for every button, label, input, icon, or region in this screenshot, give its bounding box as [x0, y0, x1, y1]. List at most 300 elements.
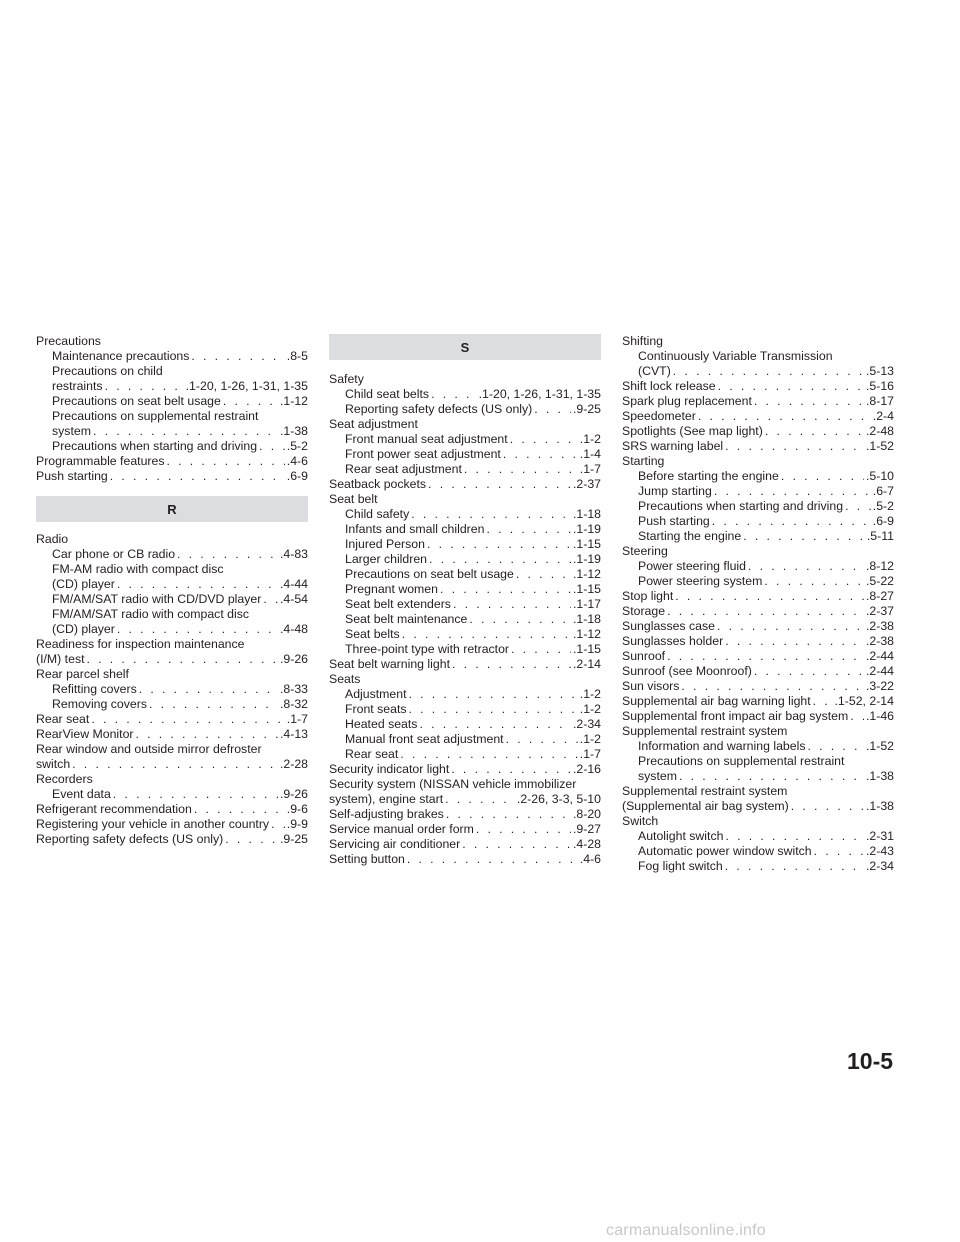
dot-leader: [453, 597, 571, 612]
index-term: Spark plug replacement: [622, 394, 752, 408]
index-entry: [36, 469, 308, 484]
page-reference: .2-16: [572, 762, 601, 776]
dot-leader: [510, 432, 578, 447]
dot-leader: [486, 522, 571, 537]
page-reference: .3-22: [865, 679, 894, 693]
index-term: Three-point type with retractor: [345, 642, 510, 656]
index-entry: [622, 589, 894, 604]
dot-leader: [667, 649, 864, 664]
index-term: Car phone or CB radio: [52, 547, 176, 561]
index-column-2: [329, 334, 601, 867]
section-header: R: [36, 496, 308, 522]
index-term: RearView Monitor: [36, 727, 134, 741]
page-reference: .2-26, 3-3, 5-10: [516, 792, 601, 806]
dot-leader: [194, 802, 285, 817]
dot-leader: [451, 762, 571, 777]
dot-leader: [516, 567, 571, 582]
index-entry: [329, 522, 601, 537]
index-entry: [36, 817, 308, 832]
dot-leader: [754, 394, 864, 409]
index-term: Rear seat: [36, 712, 90, 726]
index-entry: [329, 762, 601, 777]
index-term: Security system (NISSAN vehicle immobilizer: [329, 777, 577, 791]
index-entry: [329, 387, 601, 402]
page-reference: .2-34: [865, 859, 894, 873]
page-reference: .1-19: [572, 522, 601, 536]
index-entry: [622, 814, 894, 829]
dot-leader: [431, 387, 477, 402]
index-term: Recorders: [36, 772, 93, 786]
index-entry: [329, 402, 601, 417]
index-entry: [622, 829, 894, 844]
index-term: Supplemental air bag warning light: [622, 694, 811, 708]
index-term: Sun visors: [622, 679, 680, 693]
index-term: Programmable features: [36, 454, 165, 468]
dot-leader: [464, 462, 578, 477]
dot-leader: [191, 349, 284, 364]
index-entry: [36, 652, 308, 667]
page-reference: .6-7: [872, 484, 894, 498]
index-term: Child safety: [345, 507, 410, 521]
index-entry: [36, 394, 308, 409]
index-term: Maintenance precautions: [52, 349, 190, 363]
dot-leader: [419, 717, 571, 732]
page-reference: .1-46: [865, 709, 894, 723]
index-term: Reporting safety defects (US only): [36, 832, 224, 846]
watermark: carmanualsonline.info: [606, 1222, 766, 1239]
index-term: Starting the engine: [638, 529, 742, 543]
index-entry: [36, 772, 308, 787]
dot-leader: [428, 477, 571, 492]
index-entry: [329, 642, 601, 657]
index-term: Precautions: [36, 334, 101, 348]
index-entry: [36, 682, 308, 697]
index-term: (CD) player: [52, 622, 115, 636]
dot-leader: [409, 687, 578, 702]
index-entry: [622, 739, 894, 754]
index-term: Adjustment: [345, 687, 407, 701]
page-reference: .1-2: [579, 732, 601, 746]
index-term: Stop light: [622, 589, 674, 603]
index-term: Storage: [622, 604, 666, 618]
index-term: Child seat belts: [345, 387, 430, 401]
index-entry: [622, 424, 894, 439]
index-entry: [36, 547, 308, 562]
dot-leader: [675, 589, 864, 604]
page-reference: .4-48: [279, 622, 308, 636]
dot-leader: [511, 642, 571, 657]
index-entry: [622, 514, 894, 529]
page-reference: .4-54: [279, 592, 308, 606]
index-term: Speedometer: [622, 409, 696, 423]
index-term: Injured Person: [345, 537, 425, 551]
index-entry: [329, 747, 601, 762]
index-entry: [36, 334, 308, 349]
index-term: Seat belt maintenance: [345, 612, 468, 626]
dot-leader: [446, 807, 571, 822]
index-entry: [622, 499, 894, 514]
page-reference: .1-4: [579, 447, 601, 461]
index-term: Jump starting: [638, 484, 712, 498]
index-entry: [329, 627, 601, 642]
dot-leader: [781, 469, 864, 484]
page-reference: .5-2: [872, 499, 894, 513]
index-term: Sunglasses holder: [622, 634, 724, 648]
dot-leader: [476, 822, 571, 837]
page-reference: .2-43: [865, 844, 894, 858]
dot-leader: [845, 499, 871, 514]
index-entry: [329, 567, 601, 582]
index-term: Supplemental front impact air bag system: [622, 709, 849, 723]
index-entry: [36, 454, 308, 469]
page-reference: .2-31: [865, 829, 894, 843]
index-term: Precautions on seat belt usage: [52, 394, 221, 408]
page-reference: .8-27: [865, 589, 894, 603]
dot-leader: [764, 574, 864, 589]
page-reference: .4-83: [279, 547, 308, 561]
page-reference: .8-17: [865, 394, 894, 408]
page-reference: .8-32: [279, 697, 308, 711]
dot-leader: [429, 552, 571, 567]
page-reference: .2-28: [279, 757, 308, 771]
page-reference: .4-6: [579, 852, 601, 866]
index-entry: [36, 364, 308, 379]
dot-leader: [139, 682, 278, 697]
page-reference: .1-7: [579, 462, 601, 476]
index-entry: [622, 364, 894, 379]
index-entry: [36, 562, 308, 577]
page-reference: .1-38: [865, 799, 894, 813]
dot-leader: [462, 837, 571, 852]
index-entry: [329, 372, 601, 387]
page-reference: .4-13: [279, 727, 308, 741]
index-entry: [329, 777, 601, 792]
index-entry: [36, 532, 308, 547]
page-reference: .1-52: [865, 439, 894, 453]
page-reference: .1-12: [572, 567, 601, 581]
index-entry: [622, 439, 894, 454]
dot-leader: [506, 732, 578, 747]
index-entry: [329, 852, 601, 867]
dot-leader: [105, 379, 184, 394]
page-reference: .1-7: [579, 747, 601, 761]
page-reference: .1-20, 1-26, 1-31, 1-35: [478, 387, 601, 401]
page-reference: .1-2: [579, 432, 601, 446]
index-entry: [622, 469, 894, 484]
index-term: Front seats: [345, 702, 407, 716]
index-term: FM/AM/SAT radio with compact disc: [52, 607, 250, 621]
page-reference: .9-9: [286, 817, 308, 831]
dot-leader: [225, 832, 278, 847]
index-term: Supplemental restraint system: [622, 784, 788, 798]
dot-leader: [93, 424, 278, 439]
dot-leader: [407, 852, 578, 867]
index-entry: [36, 757, 308, 772]
index-entry: [622, 409, 894, 424]
index-entry: [36, 742, 308, 757]
index-term: Rear parcel shelf: [36, 667, 129, 681]
page-reference: .1-15: [572, 537, 601, 551]
index-entry: [622, 799, 894, 814]
dot-leader: [503, 447, 578, 462]
page-reference: .2-44: [865, 664, 894, 678]
index-term: Seat adjustment: [329, 417, 418, 431]
page-reference: .8-20: [572, 807, 601, 821]
index-entry: [622, 394, 894, 409]
index-term: Rear seat adjustment: [345, 462, 462, 476]
page-reference: .9-27: [572, 822, 601, 836]
page-number: 10-5: [847, 1048, 894, 1074]
dot-leader: [110, 469, 285, 484]
index-term: Fog light switch: [638, 859, 723, 873]
index-entry: [622, 859, 894, 874]
index-term: Precautions when starting and driving: [638, 499, 844, 513]
page-reference: .4-6: [286, 454, 308, 468]
index-term: Safety: [329, 372, 364, 386]
index-term: Radio: [36, 532, 69, 546]
dot-leader: [850, 709, 864, 724]
dot-leader: [402, 627, 571, 642]
index-term: switch: [36, 757, 71, 771]
dot-leader: [725, 859, 864, 874]
index-term: Switch: [622, 814, 659, 828]
dot-leader: [136, 727, 278, 742]
index-term: Push starting: [36, 469, 108, 483]
index-column-3: [622, 334, 894, 874]
index-term: Event data: [52, 787, 111, 801]
page-reference: .9-6: [286, 802, 308, 816]
index-term: Manual front seat adjustment: [345, 732, 504, 746]
dot-leader: [427, 537, 571, 552]
page-reference: .1-52: [865, 739, 894, 753]
page-reference: .5-10: [865, 469, 894, 483]
index-term: Setting button: [329, 852, 405, 866]
index-term: Precautions when starting and driving: [52, 439, 258, 453]
page-reference: .1-15: [572, 582, 601, 596]
index-term: SRS warning label: [622, 439, 724, 453]
index-entry: [36, 592, 308, 607]
index-entry: [329, 837, 601, 852]
index-entry: [622, 649, 894, 664]
index-entry: [36, 697, 308, 712]
page-reference: .6-9: [286, 469, 308, 483]
dot-leader: [117, 577, 278, 592]
index-entry: [329, 432, 601, 447]
index-entry: [329, 492, 601, 507]
index-entry: [329, 417, 601, 432]
index-entry: [329, 462, 601, 477]
index-entry: [36, 379, 308, 394]
index-entry: [622, 709, 894, 724]
dot-leader: [263, 592, 278, 607]
dot-leader: [469, 612, 571, 627]
index-entry: [622, 619, 894, 634]
index-entry: [622, 379, 894, 394]
page-reference: .2-34: [572, 717, 601, 731]
page-reference: .2-14: [572, 657, 601, 671]
index-term: Reporting safety defects (US only): [345, 402, 533, 416]
index-term: Precautions on supplemental restraint: [638, 754, 845, 768]
page-reference: .4-28: [572, 837, 601, 851]
index-term: Seat belts: [345, 627, 400, 641]
index-entry: [36, 577, 308, 592]
dot-leader: [791, 799, 864, 814]
index-entry: [36, 409, 308, 424]
page-reference: .2-38: [865, 634, 894, 648]
index-term: Automatic power window switch: [638, 844, 812, 858]
index-entry: [36, 787, 308, 802]
index-term: Front manual seat adjustment: [345, 432, 508, 446]
index-term: Security indicator light: [329, 762, 450, 776]
index-term: Seat belt warning light: [329, 657, 450, 671]
page-reference: .1-12: [279, 394, 308, 408]
index-entry: [36, 424, 308, 439]
index-entry: [622, 634, 894, 649]
page-reference: .9-25: [279, 832, 308, 846]
index-term: FM-AM radio with compact disc: [52, 562, 224, 576]
page-reference: .1-2: [579, 687, 601, 701]
page-reference: .6-9: [872, 514, 894, 528]
page-reference: .5-16: [865, 379, 894, 393]
index-term: Service manual order form: [329, 822, 474, 836]
page-reference: .5-11: [866, 529, 894, 543]
index-term: Continuously Variable Transmission: [638, 349, 833, 363]
index-term: FM/AM/SAT radio with CD/DVD player: [52, 592, 262, 606]
index-entry: [622, 694, 894, 709]
index-term: Seat belt extenders: [345, 597, 451, 611]
index-entry: [622, 664, 894, 679]
index-entry: [36, 802, 308, 817]
page-reference: .1-52, 2-14: [834, 694, 894, 708]
dot-leader: [177, 547, 278, 562]
index-term: Readiness for inspection maintenance: [36, 637, 245, 651]
page-reference: .2-37: [865, 604, 894, 618]
index-term: Steering: [622, 544, 668, 558]
index-term: (CD) player: [52, 577, 115, 591]
dot-leader: [725, 439, 864, 454]
index-term: Rear seat: [345, 747, 399, 761]
dot-leader: [712, 514, 871, 529]
page-reference: .1-20, 1-26, 1-31, 1-35: [185, 379, 308, 393]
page-reference: .1-7: [286, 712, 308, 726]
index-term: Precautions on seat belt usage: [345, 567, 514, 581]
index-term: Spotlights (See map light): [622, 424, 763, 438]
page-reference: .1-18: [572, 507, 601, 521]
index-term: Sunroof (see Moonroof): [622, 664, 752, 678]
index-term: Registering your vehicle in another country: [36, 817, 270, 831]
index-entry: [329, 732, 601, 747]
page-reference: .2-48: [865, 424, 894, 438]
page-reference: .8-5: [286, 349, 308, 363]
index-term: Seats: [329, 672, 361, 686]
index-term: (Supplemental air bag system): [622, 799, 789, 813]
page-reference: .1-38: [279, 424, 308, 438]
page-reference: .2-37: [572, 477, 601, 491]
index-entry: [622, 784, 894, 799]
page-reference: .5-2: [286, 439, 308, 453]
dot-leader: [72, 757, 278, 772]
index-entry: [36, 637, 308, 652]
page-reference: .8-12: [865, 559, 894, 573]
dot-leader: [718, 379, 864, 394]
dot-leader: [87, 652, 278, 667]
page-reference: .5-13: [865, 364, 894, 378]
index-entry: [329, 702, 601, 717]
index-entry: [36, 349, 308, 364]
index-entry: [622, 529, 894, 544]
dot-leader: [673, 364, 864, 379]
page-reference: .9-26: [279, 652, 308, 666]
index-entry: [622, 544, 894, 559]
index-entry: [36, 622, 308, 637]
index-entry: [329, 537, 601, 552]
dot-leader: [748, 559, 864, 574]
page-reference: .2-38: [865, 619, 894, 633]
index-entry: [329, 792, 601, 807]
index-term: Precautions on child: [52, 364, 163, 378]
index-entry: [622, 679, 894, 694]
index-entry: [329, 612, 601, 627]
page-reference: .1-2: [579, 702, 601, 716]
index-term: Refrigerant recommendation: [36, 802, 192, 816]
index-entry: [329, 477, 601, 492]
index-term: Front power seat adjustment: [345, 447, 501, 461]
dot-leader: [534, 402, 571, 417]
dot-leader: [814, 844, 864, 859]
page-reference: .1-15: [572, 642, 601, 656]
index-entry: [329, 507, 601, 522]
dot-leader: [754, 664, 864, 679]
index-term: Sunglasses case: [622, 619, 715, 633]
dot-leader: [117, 622, 278, 637]
index-entry: [622, 349, 894, 364]
index-term: system: [52, 424, 91, 438]
index-entry: [329, 687, 601, 702]
index-term: Supplemental restraint system: [622, 724, 788, 738]
page-reference: .2-44: [865, 649, 894, 663]
dot-leader: [681, 679, 864, 694]
page-reference: .5-22: [865, 574, 894, 588]
index-entry: [329, 822, 601, 837]
index-entry: [36, 832, 308, 847]
index-term: Larger children: [345, 552, 428, 566]
index-entry: [622, 769, 894, 784]
dot-leader: [679, 769, 864, 784]
dot-leader: [743, 529, 865, 544]
dot-leader: [698, 409, 871, 424]
index-term: (CVT): [638, 364, 671, 378]
index-term: Self-adjusting brakes: [329, 807, 444, 821]
index-term: Servicing air conditioner: [329, 837, 461, 851]
dot-leader: [452, 657, 571, 672]
index-entry: [622, 844, 894, 859]
index-term: Power steering fluid: [638, 559, 746, 573]
index-term: Precautions on supplemental restraint: [52, 409, 259, 423]
index-entry: [329, 447, 601, 462]
index-term: Rear window and outside mirror defroster: [36, 742, 262, 756]
index-entry: [329, 672, 601, 687]
index-entry: [36, 712, 308, 727]
index-term: Starting: [622, 454, 665, 468]
dot-leader: [167, 454, 285, 469]
index-entry: [329, 657, 601, 672]
index-entry: [622, 604, 894, 619]
page-reference: .8-33: [279, 682, 308, 696]
index-entry: [329, 582, 601, 597]
index-entry: [329, 807, 601, 822]
page-reference: .4-44: [279, 577, 308, 591]
dot-leader: [113, 787, 278, 802]
